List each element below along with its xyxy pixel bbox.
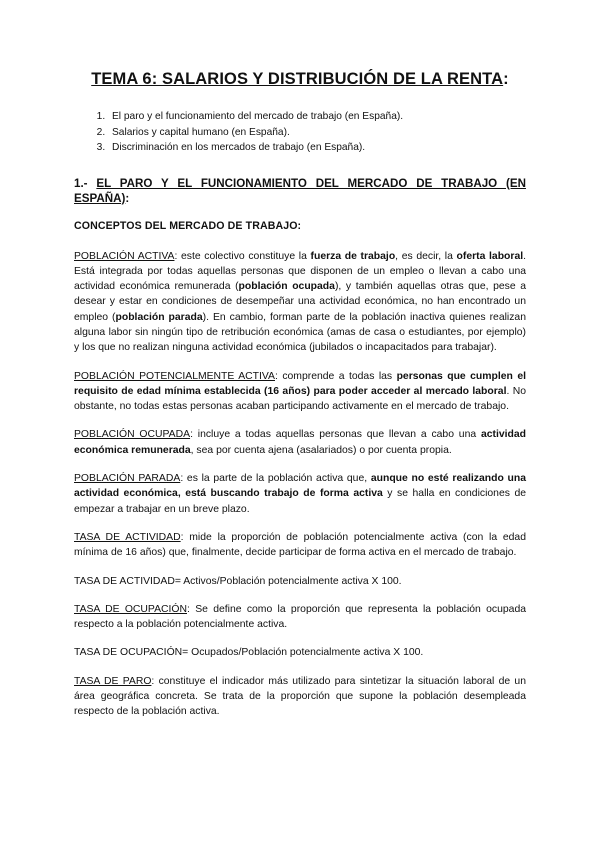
- text-run: : es la parte de la población activa que,: [180, 473, 371, 485]
- text-run: : este colectivo constituye la: [174, 250, 311, 262]
- formula-tasa-ocupacion: TASA DE OCUPACIÓN= Ocupados/Población potencialmente activa X 100.: [74, 647, 424, 659]
- bold-run: aunque no esté realizando una actividad económica, está buscando trabajo de forma activa: [74, 473, 526, 500]
- document-page: [74, 70, 526, 733]
- concepts-heading: CONCEPTOS DEL MERCADO DE TRABAJO:: [74, 219, 302, 232]
- bold-run: fuerza de trabajo: [310, 250, 396, 262]
- table-of-contents: [74, 109, 526, 156]
- bold-run: oferta laboral: [456, 250, 524, 262]
- section-1-title: EL PARO Y EL FUNCIONAMIENTO DEL MERCADO DE TRABAJO (EN ESPAÑA): [74, 176, 526, 205]
- text-run: : constituye el indicador más utilizado para sintetizar la situación laboral de un área geográfica concreta. Se trata de la proporción que supone la población desempleada respecto de la población activa.: [74, 675, 526, 718]
- text-run: : incluye a todas aquellas personas que llevan a cabo una: [190, 429, 481, 441]
- definition-tasa-paro: [74, 674, 526, 720]
- title-colon: :: [503, 70, 509, 88]
- text-run: , sea por cuenta ajena (asalariados) o por cuenta propia.: [190, 444, 452, 456]
- text-run: : mide la proporción de población potencialmente activa (con la edad mínima de 16 años) que, finalmente, decide participar de forma activa en el mercado de trabajo.: [74, 531, 526, 559]
- term-label: TASA DE ACTIVIDAD: [74, 531, 181, 543]
- text-run: : Se define como la proporción que representa la población ocupada respecto a la población potencialmente activa.: [74, 603, 526, 631]
- section-1-heading: [74, 176, 526, 207]
- bold-run: población ocupada: [238, 281, 335, 293]
- term-label: POBLACIÓN POTENCIALMENTE ACTIVA: [74, 370, 275, 382]
- term-label: TASA DE PARO: [74, 675, 152, 687]
- term-label: POBLACIÓN PARADA: [74, 473, 181, 485]
- definition-poblacion-potencialmente-activa: [74, 369, 526, 415]
- bold-run: personas que cumplen el requisito de edad mínima establecida (16 años) para poder acceder al mercado laboral: [74, 370, 526, 397]
- text-run: y se halla en condiciones de empezar a trabajar en un breve plazo.: [74, 488, 527, 515]
- text-run: , es decir, la: [395, 250, 457, 262]
- text-run: . Está integrada por todas aquellas personas que disponen de un empleo o llevan a cabo una actividad económica remunerada (: [74, 250, 527, 293]
- toc-item: 3. Discriminación en los mercados de trabajo (en España).: [108, 140, 526, 156]
- text-run: . No obstante, no todas estas personas acaban participando activamente en el mercado de trabajo.: [74, 385, 527, 413]
- toc-item: 2. Salarios y capital humano (en España).: [108, 125, 526, 141]
- definition-poblacion-parada: [74, 471, 526, 517]
- bold-run: actividad económica remunerada: [74, 429, 526, 456]
- section-1-number: 1.-: [74, 176, 88, 190]
- bold-run: población parada: [115, 311, 203, 323]
- definition-poblacion-ocupada: [74, 427, 526, 458]
- text-run: ), y también aquellas otras que, pese a desear y estar en condiciones de desempeñar una actividad económica, no han encontrado un empleo (: [74, 281, 527, 323]
- toc-item: 1. El paro y el funcionamiento del mercado de trabajo (en España).: [108, 109, 526, 125]
- definition-tasa-actividad: [74, 530, 526, 561]
- text-run: : comprende a todas las: [274, 370, 397, 382]
- text-run: ). En cambio, forman parte de la población inactiva quienes realizan alguna labor sin ningún tipo de retribución económica (amas de casa o estudiantes, por ejemplo) y los que no realizan ninguna actividad económica (jubilados o incapacitados para trabajar).: [74, 311, 526, 354]
- term-label: POBLACIÓN OCUPADA: [74, 429, 191, 441]
- section-1-colon: :: [125, 192, 130, 205]
- formula-tasa-actividad: TASA DE ACTIVIDAD= Activos/Población potencialmente activa X 100.: [74, 575, 402, 587]
- page-title: [74, 70, 526, 89]
- term-label: TASA DE OCUPACIÓN: [74, 603, 187, 615]
- title-text: TEMA 6: SALARIOS Y DISTRIBUCIÓN DE LA RENTA: [91, 70, 504, 88]
- definition-tasa-ocupacion: [74, 602, 526, 633]
- definition-poblacion-activa: [74, 249, 526, 356]
- term-label: POBLACIÓN ACTIVA: [74, 250, 175, 262]
